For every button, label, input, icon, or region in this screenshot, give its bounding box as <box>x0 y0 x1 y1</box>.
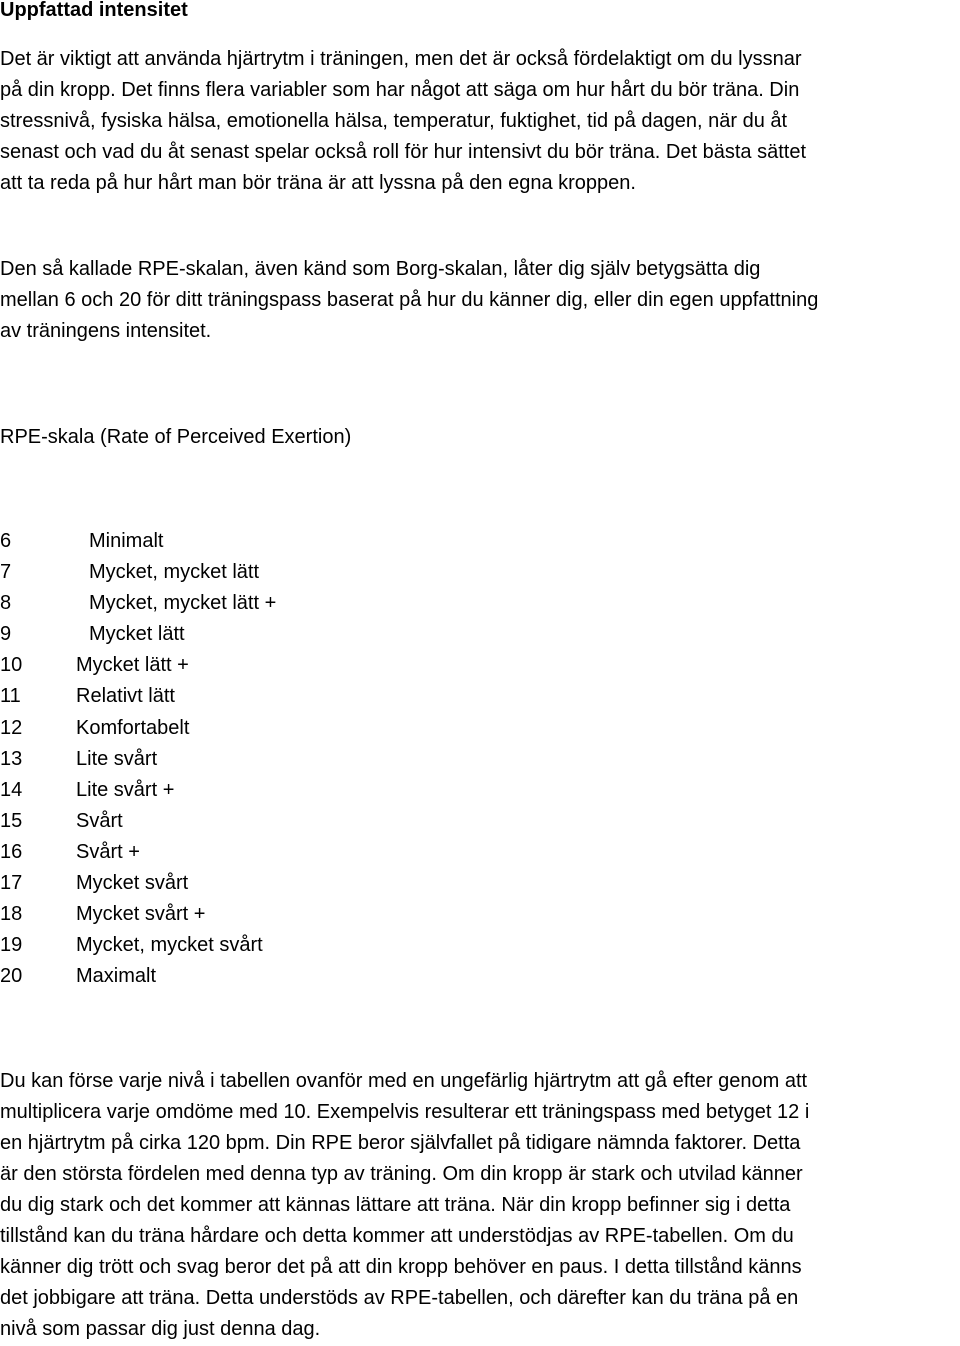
paragraph-line: Du kan förse varje nivå i tabellen ovanför med en ungefärlig hjärtrytm att gå efter genom att <box>0 1070 808 1092</box>
scale-label: Svårt + <box>76 840 140 863</box>
scale-row <box>0 526 500 557</box>
page-title: Uppfattad intensitet <box>0 0 188 21</box>
scale-row <box>0 775 500 806</box>
scale-value: 9 <box>0 623 12 646</box>
paragraph-line: på din kropp. Det finns flera variabler som har något att säga om hur hårt du bör träna. Din <box>0 79 800 101</box>
paragraph-line: känner dig trött och svag beror det på att din kropp behöver en paus. I detta tillstånd känns <box>0 1256 802 1278</box>
scale-value: 20 <box>0 965 23 988</box>
scale-row <box>0 961 500 992</box>
scale-value: 19 <box>0 934 23 957</box>
scale-label: Maximalt <box>76 965 157 988</box>
scale-row <box>0 713 500 744</box>
scale-value: 11 <box>0 685 21 708</box>
scale-value: 7 <box>0 561 12 584</box>
paragraph-line: det jobbigare att träna. Detta understöds av RPE-tabellen, och därefter kan du träna på en <box>0 1287 799 1309</box>
paragraph-line: multiplicera varje omdöme med 10. Exempelvis resulterar ett träningspass med betyget 12 i <box>0 1101 810 1123</box>
scale-label: Lite svårt + <box>76 778 175 801</box>
scale-row <box>0 744 500 775</box>
paragraph-line: nivå som passar dig just denna dag. <box>0 1318 321 1340</box>
scale-label: Relativt lätt <box>76 685 175 708</box>
heart-rate-paragraph <box>0 1066 960 1345</box>
scale-value: 15 <box>0 809 23 832</box>
scale-value: 12 <box>0 716 23 739</box>
paragraph-line: en hjärtrytm på cirka 120 bpm. Din RPE beror självfallet på tidigare nämnda faktorer. Detta <box>0 1132 801 1154</box>
paragraph-line: mellan 6 och 20 för ditt träningspass baserat på hur du känner dig, eller din egen uppfattning <box>0 289 819 311</box>
scale-label: Mycket, mycket lätt <box>89 561 260 584</box>
scale-label: Lite svårt <box>76 747 158 770</box>
scale-value: 17 <box>0 872 23 895</box>
paragraph-line: är den största fördelen med denna typ av träning. Om din kropp är stark och utvilad känner <box>0 1163 803 1185</box>
scale-label: Mycket, mycket svårt <box>76 934 263 957</box>
scale-label: Mycket, mycket lätt + <box>89 592 277 615</box>
paragraph-line: stressnivå, fysiska hälsa, emotionella hälsa, temperatur, fuktighet, tid på dagen, när du åt <box>0 110 788 132</box>
rpe-intro-paragraph <box>0 254 960 347</box>
scale-value: 18 <box>0 903 23 926</box>
scale-label: Svårt <box>76 809 123 832</box>
rpe-scale-list <box>0 526 500 992</box>
scale-value: 16 <box>0 840 23 863</box>
paragraph-line: tillstånd kan du träna hårdare och detta kommer att understödjas av RPE-tabellen. Om du <box>0 1225 794 1247</box>
paragraph-line: Den så kallade RPE-skalan, även känd som Borg-skalan, låter dig själv betygsätta dig <box>0 258 761 280</box>
scale-row <box>0 899 500 930</box>
scale-label: Mycket lätt <box>89 623 185 646</box>
scale-row <box>0 806 500 837</box>
scale-row <box>0 930 500 961</box>
scale-value: 13 <box>0 747 23 770</box>
paragraph-line: Det är viktigt att använda hjärtrytm i träningen, men det är också fördelaktigt om du lyssnar <box>0 48 802 70</box>
paragraph-line: av träningens intensitet. <box>0 320 212 342</box>
scale-row <box>0 868 500 899</box>
scale-row <box>0 837 500 868</box>
scale-value: 8 <box>0 592 12 615</box>
paragraph-line: senast och vad du åt senast spelar också roll för hur intensivt du bör träna. Det bästa sättet <box>0 141 806 163</box>
scale-row <box>0 557 500 588</box>
scale-label: Minimalt <box>89 530 164 552</box>
scale-row <box>0 650 500 681</box>
scale-value: 10 <box>0 654 23 677</box>
scale-label: Komfortabelt <box>76 716 190 739</box>
scale-title: RPE-skala (Rate of Perceived Exertion) <box>0 426 352 448</box>
scale-value: 14 <box>0 778 23 801</box>
scale-label: Mycket svårt <box>76 872 189 895</box>
scale-row <box>0 681 500 712</box>
scale-label: Mycket lätt + <box>76 654 189 677</box>
scale-row <box>0 619 500 650</box>
scale-label: Mycket svårt + <box>76 903 206 926</box>
paragraph-line: att ta reda på hur hårt man bör träna är att lyssna på den egna kroppen. <box>0 172 636 194</box>
intro-paragraph <box>0 44 960 199</box>
scale-row <box>0 588 500 619</box>
scale-value: 6 <box>0 530 12 552</box>
paragraph-line: du dig stark och det kommer att kännas lättare att träna. När din kropp befinner sig i detta <box>0 1194 791 1216</box>
